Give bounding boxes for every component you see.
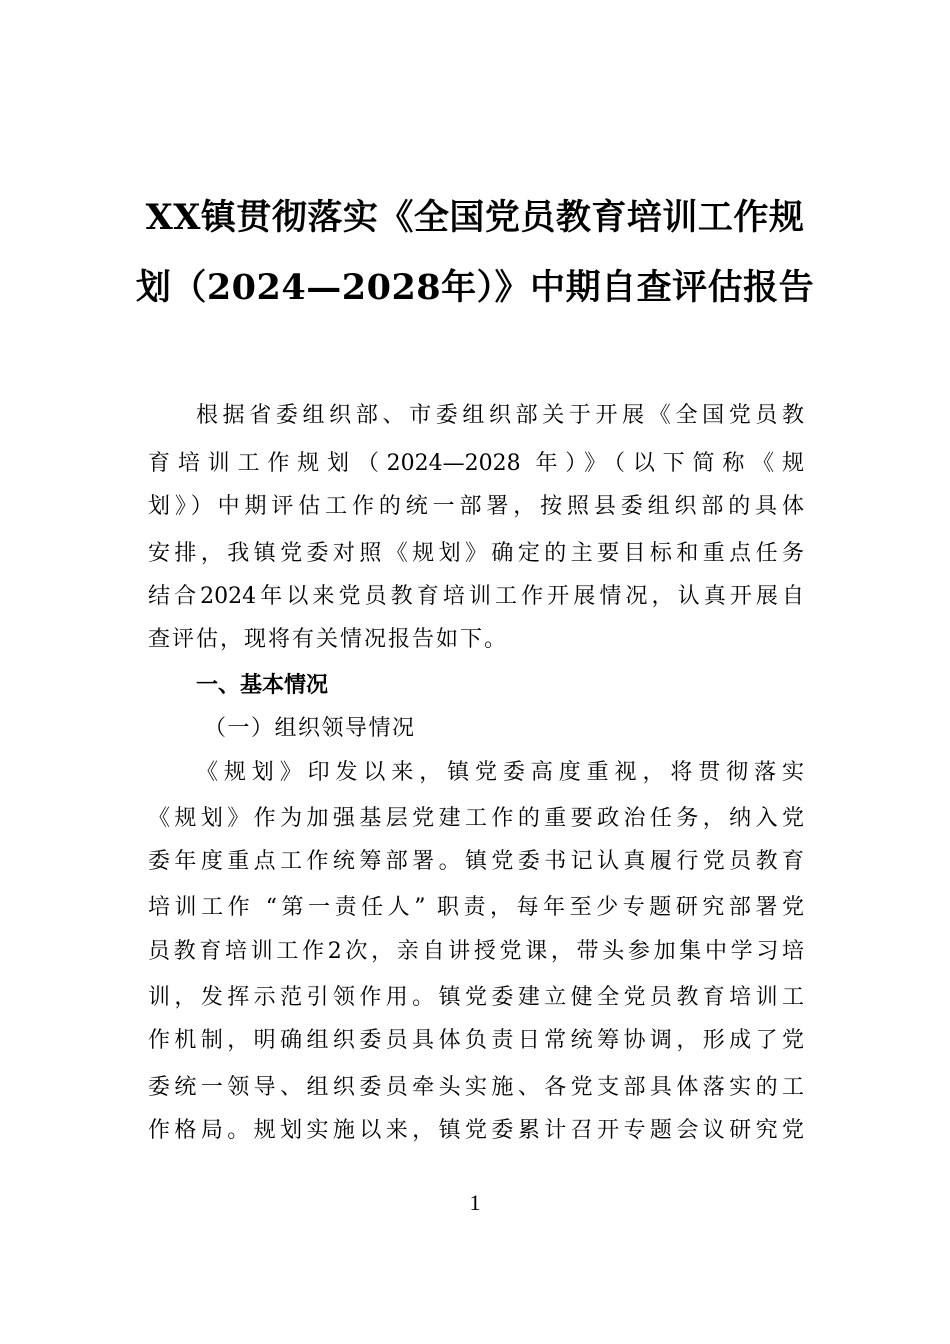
- intro-paragraph-line-last: 查评估，现将有关情况报告如下。: [148, 627, 509, 652]
- body-paragraph-line: 作格局。规划实施以来，镇党委累计召开专题会议研究党: [148, 1118, 804, 1143]
- body-paragraph-line: 训，发挥示范引领作用。镇党委建立健全党员教育培训工: [148, 985, 804, 1010]
- body-paragraph-line: 员教育培训工作2次，亲自讲授党课，带头参加集中学习培: [148, 939, 804, 964]
- body-paragraph-line: 《规划》作为加强基层党建工作的重要政治任务，纳入党: [148, 806, 804, 831]
- body-paragraph-line: 委统一领导、组织委员牵头实施、各党支部具体落实的工: [148, 1075, 804, 1100]
- body-paragraph-line: 培训工作 “第一责任人” 职责，每年至少专题研究部署党: [148, 895, 804, 920]
- body-paragraph-line: 《规划》印发以来，镇党委高度重视，将贯彻落实: [196, 760, 804, 785]
- intro-paragraph-line: 划》）中期评估工作的统一部署，按照县委组织部的具体: [148, 494, 804, 519]
- document-title-line-1: XX镇贯彻落实《全国党员教育培训工作规: [145, 197, 805, 238]
- section-heading: 一、基本情况: [196, 673, 329, 698]
- body-paragraph-line: 作机制，明确组织委员具体负责日常统筹协调，形成了党: [148, 1028, 804, 1053]
- intro-paragraph-line: 结合2024年以来党员教育培训工作开展情况，认真开展自: [148, 584, 804, 609]
- document-title-line-2: 划（2024—2028年）》中期自查评估报告: [135, 267, 815, 308]
- body-paragraph-line: 委年度重点工作统筹部署。镇党委书记认真履行党员教育: [148, 849, 804, 874]
- intro-paragraph-line: 安排，我镇党委对照《规划》确定的主要目标和重点任务: [148, 541, 804, 566]
- intro-paragraph-line: 根据省委组织部、市委组织部关于开展《全国党员教: [196, 403, 804, 428]
- subsection-heading: （一）组织领导情况: [204, 716, 416, 741]
- page-number: 1: [469, 1190, 481, 1215]
- intro-paragraph-line: 育培训工作规划（2024—2028 年）》（以下简称《规: [148, 451, 804, 476]
